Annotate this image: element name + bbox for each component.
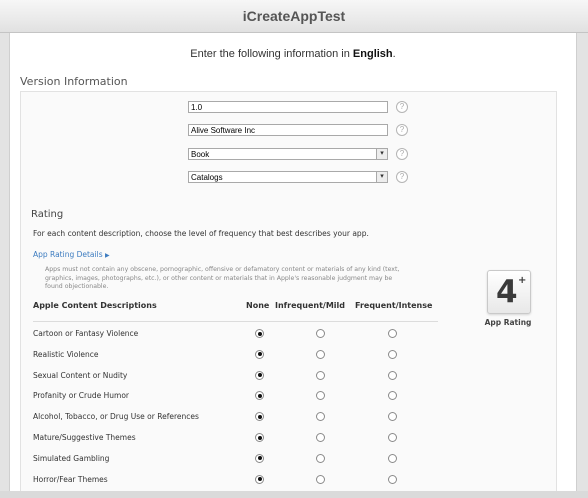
rating-row: [10, 347, 545, 363]
rating-row: [10, 430, 545, 446]
rating-row-label: Cartoon or Fantasy Violence: [33, 329, 139, 338]
disclaimer-line: found objectionable.: [45, 283, 109, 290]
radio-infrequent[interactable]: [316, 391, 325, 400]
radio-infrequent[interactable]: [316, 475, 325, 484]
version-information-heading: Version Information: [20, 75, 128, 88]
rating-row: [10, 368, 545, 384]
radio-infrequent[interactable]: [316, 329, 325, 338]
app-rating-details-label: App Rating Details: [33, 250, 103, 259]
intro-prefix: Enter the following information in: [190, 48, 353, 60]
primary-category-value: Book: [191, 150, 210, 159]
main-sheet: [9, 33, 577, 498]
help-icon[interactable]: ?: [396, 148, 408, 160]
rating-row-label: Alcohol, Tobacco, or Drug Use or References: [33, 412, 199, 422]
intro-text: [10, 48, 576, 60]
rating-badge-plus: +: [518, 275, 527, 286]
app-rating-badge: [487, 270, 531, 314]
radio-none[interactable]: [255, 475, 264, 484]
help-icon[interactable]: ?: [396, 124, 408, 136]
rating-heading: Rating: [31, 209, 64, 220]
radio-none[interactable]: [255, 433, 264, 442]
intro-language: English: [352, 48, 393, 60]
radio-none[interactable]: [255, 350, 264, 359]
radio-none[interactable]: [255, 329, 264, 338]
radio-infrequent[interactable]: [316, 454, 325, 463]
radio-frequent[interactable]: [388, 329, 397, 338]
col-header-frequent: Frequent/Intense: [355, 301, 433, 310]
radio-none[interactable]: [255, 391, 264, 400]
copyright-input[interactable]: Alive Software Inc: [188, 124, 388, 136]
rating-row: [10, 409, 545, 425]
col-header-descriptions: Apple Content Descriptions: [33, 301, 157, 310]
radio-frequent[interactable]: [388, 412, 397, 421]
content-disclaimer: [45, 266, 440, 292]
radio-frequent[interactable]: [388, 475, 397, 484]
radio-infrequent[interactable]: [316, 412, 325, 421]
rating-row-label: Horror/Fear Themes: [33, 474, 108, 484]
disclaimer-line: graphics, images, photographs, etc.), or other content or materials that in Apple's reasonable judgment may be: [45, 274, 393, 282]
secondary-category-select[interactable]: [188, 171, 388, 183]
help-icon[interactable]: ?: [396, 101, 408, 113]
rating-row-label: Sexual Content or Nudity: [33, 370, 128, 380]
intro-suffix: .: [392, 48, 396, 60]
window-title: iCreateAppTest: [0, 0, 588, 33]
primary-category-select[interactable]: [188, 148, 388, 160]
radio-infrequent[interactable]: [316, 350, 325, 359]
disclaimer-line: Apps must not contain any obscene, pornographic, offensive or defamatory content or materials of any kind (text,: [45, 266, 400, 273]
radio-frequent[interactable]: [388, 350, 397, 359]
app-rating-details-link[interactable]: [33, 250, 110, 259]
rating-row-label: Realistic Violence: [33, 349, 99, 359]
rating-row: [10, 451, 545, 467]
col-header-none: None: [246, 301, 270, 310]
rating-row: [10, 472, 545, 488]
rating-row: [10, 326, 545, 342]
radio-none[interactable]: [255, 454, 264, 463]
rating-description: For each content description, choose the level of frequency that best describes your app.: [33, 229, 369, 238]
secondary-category-value: Catalogs: [191, 173, 223, 182]
radio-frequent[interactable]: [388, 391, 397, 400]
header-divider: [33, 321, 438, 322]
rating-row-label: Mature/Suggestive Themes: [33, 433, 136, 442]
window-bottom-edge: [0, 491, 588, 498]
radio-none[interactable]: [255, 412, 264, 421]
rating-row: [10, 388, 545, 404]
app-rating-caption: App Rating: [484, 318, 532, 327]
radio-frequent[interactable]: [388, 454, 397, 463]
help-icon[interactable]: ?: [396, 171, 408, 183]
radio-none[interactable]: [255, 371, 264, 380]
radio-frequent[interactable]: [388, 371, 397, 380]
radio-infrequent[interactable]: [316, 433, 325, 442]
triangle-right-icon: ▶: [105, 252, 110, 259]
version-number-input[interactable]: 1.0: [188, 101, 388, 113]
chevron-down-icon[interactable]: ▾: [376, 172, 387, 182]
chevron-down-icon[interactable]: ▾: [376, 149, 387, 159]
rating-row-label: Simulated Gambling: [33, 453, 110, 463]
rating-row-label: Profanity or Crude Humor: [33, 391, 129, 401]
col-header-infrequent: Infrequent/Mild: [275, 301, 345, 310]
radio-frequent[interactable]: [388, 433, 397, 442]
rating-badge-number: 4: [496, 274, 518, 310]
radio-infrequent[interactable]: [316, 371, 325, 380]
